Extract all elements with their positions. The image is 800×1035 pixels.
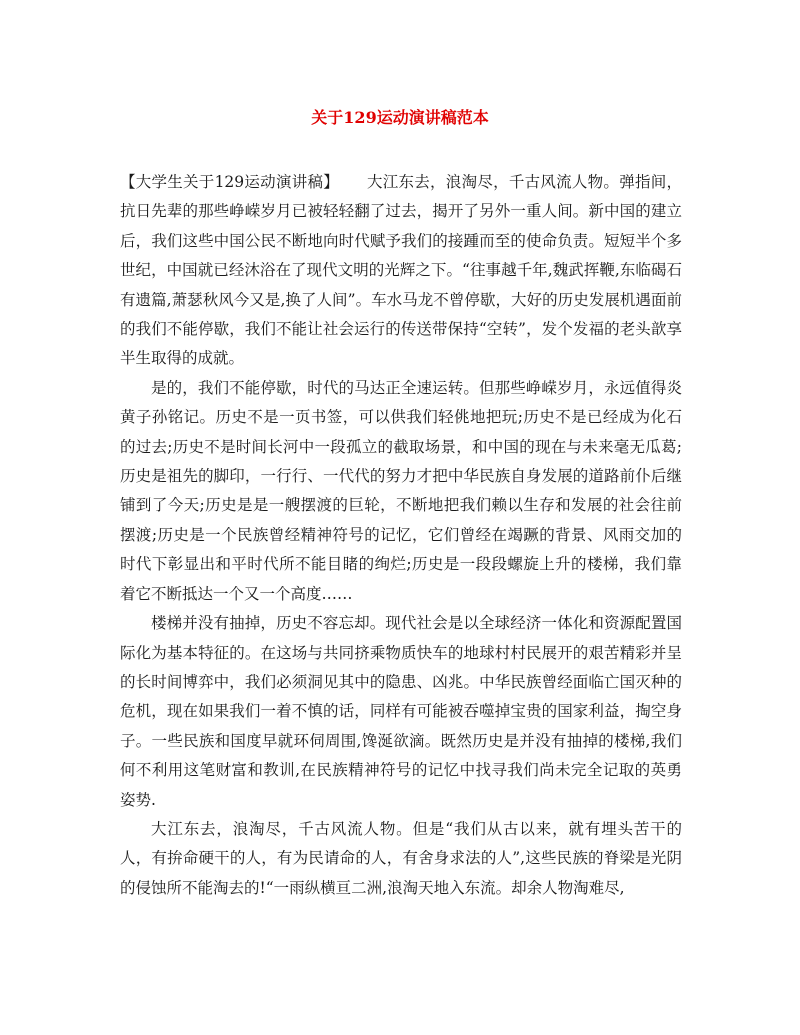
paragraph-3: 楼梯并没有抽掉，历史不容忘却。现代社会是以全球经济一体化和资源配置国际化为基本特征的。在这场与共同挤乘物质快车的地球村村民展开的艰苦精彩并呈的长时间博弈中，我们必须洞见其中的隐患、凶兆。中华民族曾经面临亡国灭种的危机，现在如果我们一着不慎的话，同样有可能被吞噬掉宝贵的国家利益，掏空身子。一些民族和国度早就环伺周围,馋涎欲滴。既然历史是并没有抽掉的楼梯,我们何不利用这笔财富和教训,在民族精神符号的记忆中找寻我们尚未完全记取的英勇姿势. — [120, 614, 682, 809]
paragraph-1-text: 大江东去，浪淘尽，千古风流人物。弹指间，抗日先辈的那些峥嵘岁月已被轻轻翻了过去，揭开了另外一重人间。新中国的建立后，我们这些中国公民不断地向时代赋予我们的接踵而至的使命负责。短短半个多世纪，中国就已经沐浴在了现代文明的光辉之下。“往事越千年,魏武挥鞭,东临碣石有遗篇,萧瑟秋风今又是,换了人间”。车水马龙不曾停歇，大好的历史发展机遇面前的我们不能停歇，我们不能让社会运行的传送带保持“空转”，发个发福的老头歆享半生取得的成就。 — [120, 173, 682, 368]
paragraph-1 — [120, 168, 682, 374]
document-title: 关于129运动演讲稿范本 — [311, 108, 489, 127]
document-label: 【大学生关于129运动演讲稿】 — [120, 173, 339, 191]
paragraph-2: 是的，我们不能停歇，时代的马达正全速运转。但那些峥嵘岁月，永远值得炎黄子孙铭记。历史不是一页书签，可以供我们轻佻地把玩;历史不是已经成为化石的过去;历史不是时间长河中一段孤立的截取场景，和中国的现在与未来毫无瓜葛;历史是祖先的脚印，一行行、一代代的努力才把中华民族自身发展的道路前仆后继铺到了今天;历史是是一艘摆渡的巨轮，不断地把我们赖以生存和发展的社会往前摆渡;历史是一个民族曾经精神符号的记忆，它们曾经在竭蹶的背景、风雨交加的时代下彰显出和平时代所不能目睹的绚烂;历史是一段段螺旋上升的楼梯，我们靠着它不断抵达一个又一个高度…… — [120, 378, 682, 603]
document-body — [120, 168, 682, 903]
paragraph-4: 大江东去，浪淘尽，千古风流人物。但是“我们从古以来，就有埋头苦干的人，有拚命硬干的人，有为民请命的人，有舍身求法的人”,这些民族的脊梁是光阴的侵蚀所不能淘去的!“一雨纵横亘二洲,浪淘天地入东流。却余人物淘难尽, — [120, 819, 682, 897]
